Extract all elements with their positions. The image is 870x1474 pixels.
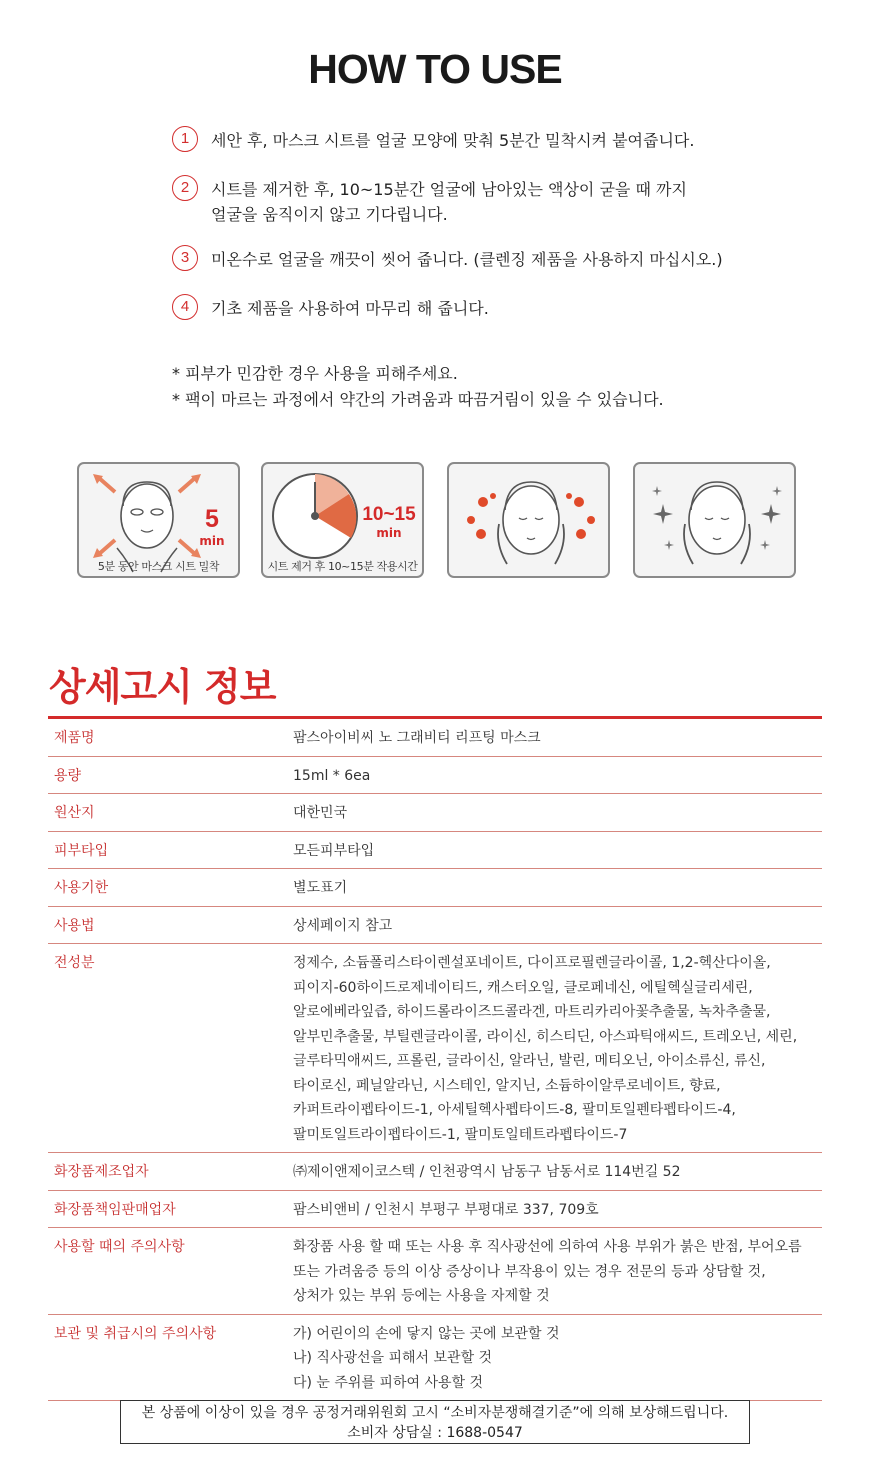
step-text: 시트를 제거한 후, 10~15분간 얼굴에 남아있는 액상이 굳을 때 까지 얼굴을 움직이지 않고 기다립니다. xyxy=(211,180,687,224)
table-row xyxy=(48,944,822,1153)
spec-value: 팜스비앤비 / 인천시 부평구 부평대로 337, 709호 xyxy=(293,1201,599,1218)
how-to-use-title: HOW TO USE xyxy=(308,46,562,92)
timer-icon-box xyxy=(261,462,424,578)
face-mask-icon-box xyxy=(77,462,240,578)
step-4 xyxy=(172,296,792,321)
face-sparkle-icon xyxy=(635,464,796,578)
spec-label: 전성분 xyxy=(54,955,95,971)
step-number-1: 1 xyxy=(172,126,198,152)
spec-label: 사용기한 xyxy=(54,880,109,896)
step-text: 미온수로 얼굴을 깨끗이 씻어 줍니다. (클렌징 제품을 사용하지 마십시오.) xyxy=(211,250,723,269)
duration-value: 10~15 xyxy=(362,504,416,525)
spec-value: 모든피부타입 xyxy=(293,842,375,859)
face-washing-icon xyxy=(449,464,610,578)
face-washing-icon-box xyxy=(447,462,610,578)
spec-value: ㈜제이앤제이코스텍 / 인천광역시 남동구 남동서로 114번길 52 xyxy=(293,1164,681,1180)
spec-value: 대한민국 xyxy=(293,805,348,821)
step-number-4: 4 xyxy=(172,294,198,320)
caution-note: * 팩이 마르는 과정에서 약간의 가려움과 따끔거림이 있을 수 있습니다. xyxy=(172,390,664,409)
spec-label: 사용법 xyxy=(54,917,95,934)
caution-notes xyxy=(172,361,664,413)
step-3 xyxy=(172,247,792,272)
table-row xyxy=(48,1153,822,1191)
spec-value: 가) 어린이의 손에 닿지 않는 곳에 보관할 것 나) 직사광선을 피해서 보관할 것 다) 눈 주위를 피하여 사용할 것 xyxy=(293,1325,560,1391)
spec-value: 상세페이지 참고 xyxy=(293,917,393,934)
icon-caption: 시트 제거 후 10~15분 작용시간 xyxy=(267,560,418,573)
spec-value: 15ml * 6ea xyxy=(293,767,371,784)
spec-label: 원산지 xyxy=(54,805,95,821)
table-row xyxy=(48,831,822,869)
spec-value: 화장품 사용 할 때 또는 사용 후 직사광선에 의하여 사용 부위가 붉은 반점, 부어오름 또는 가려움증 등의 이상 증상이나 부작용이 있는 경우 전문의 등과 상담할 것, 상처가 있는 부위 등에는 사용을 자제할 것 xyxy=(293,1239,802,1304)
step-text: 세안 후, 마스크 시트를 얼굴 모양에 맞춰 5분간 밀착시켜 붙여줍니다. xyxy=(211,131,695,150)
consumer-notice-text: 본 상품에 이상이 있을 경우 공정거래위원회 고시 “소비자분쟁해결기준”에 의해 보상해드립니다. xyxy=(141,1405,729,1421)
icon-caption: 5분 동안 마스크 시트 밀착 xyxy=(97,560,220,573)
spec-label: 용량 xyxy=(54,767,82,784)
step-number-2: 2 xyxy=(172,175,198,201)
spec-label: 화장품제조업자 xyxy=(54,1164,149,1180)
step-2 xyxy=(172,177,792,227)
consumer-hotline: 소비자 상담실 : 1688-0547 xyxy=(347,1425,523,1441)
spec-label: 화장품책임판매업자 xyxy=(54,1201,176,1218)
step-number-3: 3 xyxy=(172,245,198,271)
spec-label: 제품명 xyxy=(54,730,95,746)
table-row xyxy=(48,756,822,794)
duration-value: 5 xyxy=(205,505,219,533)
caution-note: * 피부가 민감한 경우 사용을 피해주세요. xyxy=(172,364,458,383)
spec-label: 피부타입 xyxy=(54,842,109,859)
table-row xyxy=(48,719,822,756)
table-row xyxy=(48,794,822,832)
spec-table xyxy=(48,719,822,1401)
spec-value: 팜스아이비씨 노 그래비티 리프팅 마스크 xyxy=(293,730,541,746)
consumer-notice-box xyxy=(120,1400,750,1444)
face-sparkle-icon-box xyxy=(633,462,796,578)
step-text: 기초 제품을 사용하여 마무리 해 줍니다. xyxy=(211,299,489,318)
spec-value: 별도표기 xyxy=(293,880,348,896)
table-row xyxy=(48,906,822,944)
spec-value: 정제수, 소듐폴리스타이렌설포네이트, 다이프로필렌글라이콜, 1,2-헥산다이올, 피이지-60하이드로제네이티드, 캐스터오일, 클로페네신, 에틸헥실글리세린, 알로에베라잎즙, 하이드롤라이즈드콜라겐, 마트리카리아꽃추출물, 녹차추출물, 알부민추출물, 부틸렌글라이콜, 라이신, 히스티딘, 아스파틱애씨드, 트레오닌, 세린, 글루타믹애씨드, 프롤린, 글라이신, 알라닌, 발린, 메티오닌, 아이소류신, 류신, 타이로신, 페닐알라닌, 시스테인, 알지닌, 소듐하이알루로네이트, 향료, 카퍼트라이펩타이드-1, 아세틸헥사펩타이드-8, 팔미토일펜타펩타이드-4, 팔미토일트라이펩타이드-1, 팔미토일테트라펩타이드-7 xyxy=(293,955,798,1143)
detail-info-title: 상세고시 정보 xyxy=(49,665,276,709)
table-row xyxy=(48,1228,822,1315)
table-row xyxy=(48,869,822,907)
table-row xyxy=(48,1190,822,1228)
table-row xyxy=(48,1314,822,1401)
duration-unit: min xyxy=(376,526,402,540)
spec-label: 사용할 때의 주의사항 xyxy=(54,1239,185,1255)
step-1 xyxy=(172,128,792,153)
spec-label: 보관 및 취급시의 주의사항 xyxy=(54,1325,217,1342)
duration-unit: min xyxy=(199,534,225,548)
